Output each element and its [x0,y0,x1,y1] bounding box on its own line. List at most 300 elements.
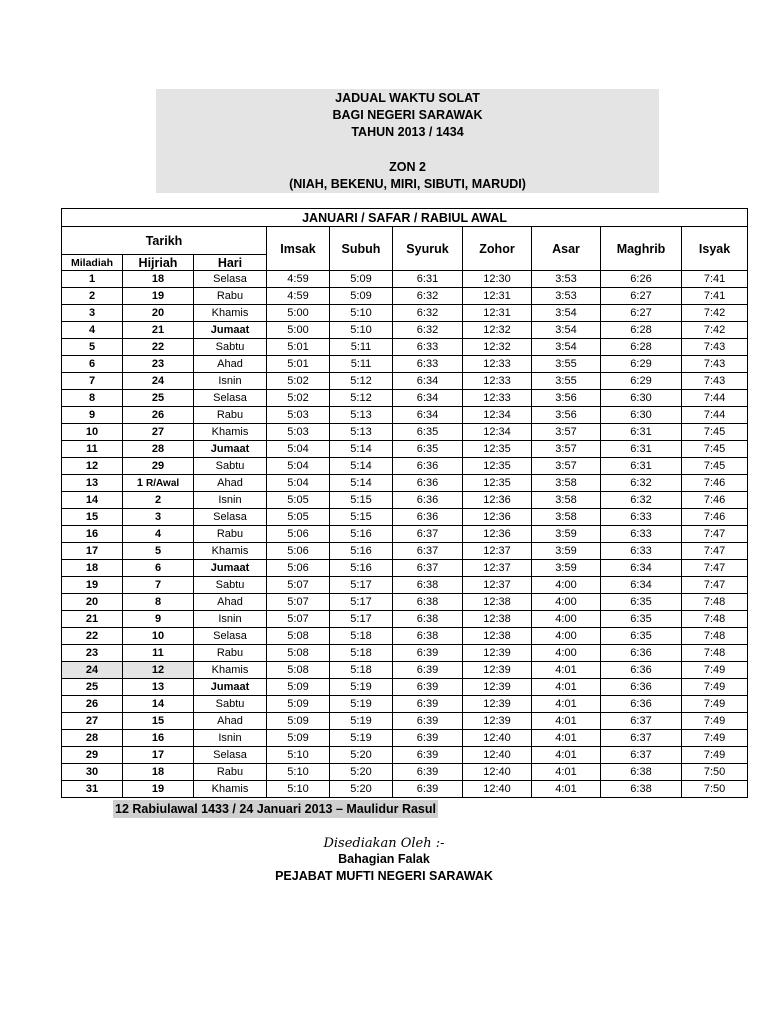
maghrib-cell: 6:31 [601,441,682,458]
syuruk-cell: 6:34 [393,390,463,407]
schedule-body [62,271,748,798]
miladiah-header: Miladiah [62,255,123,271]
maghrib-cell: 6:35 [601,594,682,611]
hijriah-month-label: R/Awal [146,478,180,489]
table-row [62,441,748,458]
imsak-cell: 5:00 [267,322,330,339]
table-row [62,288,748,305]
hari-cell: Khamis [194,305,267,322]
hijriah-day: 19 [151,783,165,795]
hijriah-day: 14 [151,698,165,710]
zohor-cell: 12:35 [463,475,532,492]
hari-cell: Ahad [194,475,267,492]
isyak-cell: 7:46 [682,475,748,492]
zohor-cell: 12:34 [463,407,532,424]
imsak-cell: 5:00 [267,305,330,322]
hijriah-header: Hijriah [123,255,194,271]
imsak-cell: 5:03 [267,424,330,441]
syuruk-cell: 6:37 [393,543,463,560]
hari-cell: Isnin [194,611,267,628]
miladiah-cell: 19 [62,577,123,594]
table-row [62,475,748,492]
subuh-cell: 5:15 [330,509,393,526]
maghrib-cell: 6:28 [601,339,682,356]
hijriah-day: 8 [154,596,162,608]
hari-cell: Rabu [194,407,267,424]
subuh-cell: 5:20 [330,781,393,798]
asar-header: Asar [532,227,601,271]
hijriah-cell [123,713,194,730]
table-row [62,611,748,628]
miladiah-cell: 1 [62,271,123,288]
asar-cell: 3:57 [532,424,601,441]
zohor-cell: 12:35 [463,441,532,458]
hijriah-day: 11 [152,647,164,659]
asar-cell: 4:00 [532,645,601,662]
maghrib-cell: 6:29 [601,373,682,390]
syuruk-cell: 6:39 [393,645,463,662]
asar-cell: 3:56 [532,407,601,424]
zohor-cell: 12:30 [463,271,532,288]
miladiah-cell: 2 [62,288,123,305]
table-row [62,458,748,475]
maghrib-cell: 6:32 [601,492,682,509]
hijriah-cell [123,764,194,781]
zohor-cell: 12:40 [463,730,532,747]
hari-cell: Rabu [194,288,267,305]
syuruk-cell: 6:32 [393,322,463,339]
isyak-cell: 7:43 [682,373,748,390]
miladiah-cell: 3 [62,305,123,322]
maghrib-cell: 6:31 [601,424,682,441]
hijriah-cell [123,492,194,509]
syuruk-cell: 6:31 [393,271,463,288]
miladiah-cell: 12 [62,458,123,475]
table-row [62,713,748,730]
hijriah-cell [123,339,194,356]
miladiah-cell: 14 [62,492,123,509]
hijriah-cell [123,373,194,390]
table-row [62,373,748,390]
imsak-cell: 5:07 [267,594,330,611]
syuruk-cell: 6:36 [393,509,463,526]
hijriah-cell [123,679,194,696]
maghrib-cell: 6:37 [601,747,682,764]
hijriah-cell [123,288,194,305]
maghrib-cell: 6:27 [601,288,682,305]
hijriah-cell [123,509,194,526]
asar-cell: 3:54 [532,339,601,356]
subuh-cell: 5:14 [330,441,393,458]
syuruk-cell: 6:39 [393,747,463,764]
imsak-cell: 5:09 [267,679,330,696]
table-row [62,747,748,764]
imsak-cell: 5:01 [267,356,330,373]
imsak-cell: 5:09 [267,696,330,713]
miladiah-cell: 28 [62,730,123,747]
header-state: BAGI NEGERI SARAWAK [332,108,483,123]
imsak-cell: 5:09 [267,730,330,747]
imsak-cell: 5:08 [267,645,330,662]
asar-cell: 3:58 [532,492,601,509]
imsak-cell: 5:05 [267,492,330,509]
subuh-cell: 5:09 [330,271,393,288]
subuh-cell: 5:18 [330,628,393,645]
hijriah-day: 9 [154,613,162,625]
syuruk-cell: 6:38 [393,628,463,645]
asar-cell: 3:55 [532,356,601,373]
isyak-cell: 7:50 [682,781,748,798]
hari-cell: Sabtu [194,577,267,594]
imsak-cell: 5:10 [267,781,330,798]
subuh-cell: 5:16 [330,543,393,560]
hari-cell: Khamis [194,424,267,441]
imsak-cell: 5:04 [267,458,330,475]
isyak-cell: 7:42 [682,322,748,339]
isyak-cell: 7:44 [682,390,748,407]
miladiah-cell: 18 [62,560,123,577]
maghrib-cell: 6:30 [601,390,682,407]
hijriah-cell [123,441,194,458]
asar-cell: 3:59 [532,526,601,543]
hijriah-day: 7 [154,579,162,591]
hari-cell: Rabu [194,764,267,781]
maghrib-cell: 6:31 [601,458,682,475]
syuruk-cell: 6:32 [393,305,463,322]
zohor-cell: 12:36 [463,526,532,543]
isyak-cell: 7:47 [682,560,748,577]
tarikh-header: Tarikh [62,227,267,255]
isyak-cell: 7:44 [682,407,748,424]
zohor-cell: 12:37 [463,577,532,594]
zohor-cell: 12:37 [463,543,532,560]
maghrib-cell: 6:32 [601,475,682,492]
hijriah-cell [123,475,194,492]
table-row [62,322,748,339]
isyak-cell: 7:45 [682,458,748,475]
miladiah-cell: 29 [62,747,123,764]
hijriah-cell [123,611,194,628]
zohor-cell: 12:32 [463,339,532,356]
zohor-cell: 12:38 [463,594,532,611]
hijriah-cell [123,628,194,645]
zohor-cell: 12:32 [463,322,532,339]
hijriah-cell [123,781,194,798]
isyak-header: Isyak [682,227,748,271]
maghrib-cell: 6:35 [601,628,682,645]
miladiah-cell: 10 [62,424,123,441]
imsak-cell: 5:05 [267,509,330,526]
isyak-cell: 7:47 [682,577,748,594]
hijriah-day: 29 [151,460,165,472]
imsak-cell: 4:59 [267,288,330,305]
header-year: TAHUN 2013 / 1434 [351,125,464,140]
miladiah-cell: 26 [62,696,123,713]
maghrib-cell: 6:36 [601,679,682,696]
table-row [62,390,748,407]
month-title: JANUARI / SAFAR / RABIUL AWAL [62,209,748,227]
table-row [62,424,748,441]
asar-cell: 4:00 [532,611,601,628]
subuh-cell: 5:17 [330,611,393,628]
isyak-cell: 7:49 [682,679,748,696]
hari-cell: Selasa [194,509,267,526]
asar-cell: 4:00 [532,594,601,611]
maghrib-cell: 6:30 [601,407,682,424]
isyak-cell: 7:45 [682,441,748,458]
miladiah-cell: 7 [62,373,123,390]
syuruk-cell: 6:37 [393,526,463,543]
asar-cell: 4:01 [532,747,601,764]
syuruk-cell: 6:39 [393,730,463,747]
isyak-cell: 7:46 [682,492,748,509]
zohor-cell: 12:36 [463,492,532,509]
syuruk-cell: 6:33 [393,356,463,373]
header-zone: ZON 2 [389,159,426,174]
subuh-cell: 5:18 [330,662,393,679]
holiday-note: 12 Rabiulawal 1433 / 24 Januari 2013 – Maulidur Rasul [115,802,436,816]
hijriah-cell [123,560,194,577]
imsak-cell: 5:02 [267,373,330,390]
imsak-cell: 5:04 [267,475,330,492]
table-row [62,543,748,560]
table-row [62,730,748,747]
imsak-cell: 5:10 [267,747,330,764]
syuruk-cell: 6:39 [393,713,463,730]
asar-cell: 3:59 [532,560,601,577]
asar-cell: 3:56 [532,390,601,407]
document-header [156,89,659,193]
hari-cell: Selasa [194,628,267,645]
miladiah-cell: 15 [62,509,123,526]
hari-cell: Khamis [194,662,267,679]
isyak-cell: 7:47 [682,526,748,543]
zohor-cell: 12:31 [463,305,532,322]
imsak-cell: 5:04 [267,441,330,458]
asar-cell: 4:01 [532,679,601,696]
hijriah-cell [123,356,194,373]
table-row [62,781,748,798]
asar-cell: 4:01 [532,713,601,730]
asar-cell: 4:00 [532,628,601,645]
hijriah-day: 15 [151,715,165,727]
subuh-cell: 5:14 [330,475,393,492]
hijriah-day: 23 [151,358,165,370]
miladiah-cell: 24 [62,662,123,679]
subuh-cell: 5:15 [330,492,393,509]
isyak-cell: 7:47 [682,543,748,560]
hijriah-cell [123,594,194,611]
hijriah-day: 25 [151,392,165,404]
subuh-cell: 5:19 [330,679,393,696]
isyak-cell: 7:49 [682,730,748,747]
hijriah-cell [123,730,194,747]
asar-cell: 3:58 [532,509,601,526]
hari-cell: Sabtu [194,696,267,713]
hari-cell: Khamis [194,543,267,560]
hijriah-cell [123,645,194,662]
subuh-cell: 5:17 [330,577,393,594]
isyak-cell: 7:43 [682,356,748,373]
miladiah-cell: 4 [62,322,123,339]
hari-cell: Isnin [194,373,267,390]
hijriah-day: 28 [151,443,165,455]
isyak-cell: 7:49 [682,713,748,730]
syuruk-cell: 6:35 [393,441,463,458]
syuruk-cell: 6:33 [393,339,463,356]
maghrib-cell: 6:38 [601,764,682,781]
hijriah-day: 2 [154,494,162,506]
syuruk-cell: 6:36 [393,475,463,492]
subuh-cell: 5:19 [330,696,393,713]
miladiah-cell: 31 [62,781,123,798]
hari-header: Hari [194,255,267,271]
subuh-cell: 5:17 [330,594,393,611]
isyak-cell: 7:49 [682,747,748,764]
hari-cell: Isnin [194,492,267,509]
hijriah-day: 20 [151,307,165,319]
office-name: PEJABAT MUFTI NEGERI SARAWAK [275,869,493,883]
table-row [62,339,748,356]
syuruk-cell: 6:39 [393,679,463,696]
syuruk-cell: 6:36 [393,458,463,475]
table-row [62,509,748,526]
syuruk-cell: 6:38 [393,611,463,628]
hari-cell: Sabtu [194,339,267,356]
subuh-cell: 5:12 [330,373,393,390]
miladiah-cell: 16 [62,526,123,543]
table-row [62,764,748,781]
hijriah-day: 3 [154,511,162,523]
imsak-cell: 5:06 [267,543,330,560]
table-row [62,305,748,322]
table-row [62,645,748,662]
hijriah-cell [123,526,194,543]
hijriah-day: 1 [136,477,143,489]
subuh-cell: 5:11 [330,339,393,356]
hijriah-day: 18 [151,273,165,285]
hijriah-day: 16 [151,732,165,744]
hijriah-day: 18 [151,766,165,778]
hijriah-cell [123,390,194,407]
miladiah-cell: 9 [62,407,123,424]
header-spacer [156,142,659,159]
hijriah-cell [123,747,194,764]
hijriah-day: 13 [151,681,165,693]
zohor-cell: 12:40 [463,747,532,764]
hijriah-day: 24 [151,375,165,387]
isyak-cell: 7:48 [682,611,748,628]
isyak-cell: 7:41 [682,288,748,305]
maghrib-cell: 6:34 [601,560,682,577]
hijriah-cell [123,322,194,339]
prayer-times-table [61,208,748,798]
imsak-cell: 5:07 [267,577,330,594]
table-row [62,662,748,679]
zohor-cell: 12:40 [463,781,532,798]
hijriah-day: 6 [154,562,162,574]
maghrib-cell: 6:28 [601,322,682,339]
syuruk-cell: 6:36 [393,492,463,509]
asar-cell: 3:57 [532,441,601,458]
miladiah-cell: 30 [62,764,123,781]
subuh-cell: 5:20 [330,764,393,781]
hijriah-cell [123,696,194,713]
hari-cell: Ahad [194,356,267,373]
subuh-cell: 5:14 [330,458,393,475]
hijriah-day: 4 [154,528,162,540]
hari-cell: Ahad [194,713,267,730]
maghrib-cell: 6:37 [601,713,682,730]
table-row [62,560,748,577]
hari-cell: Jumaat [194,679,267,696]
miladiah-cell: 22 [62,628,123,645]
subuh-cell: 5:09 [330,288,393,305]
syuruk-cell: 6:35 [393,424,463,441]
isyak-cell: 7:49 [682,696,748,713]
subuh-cell: 5:10 [330,305,393,322]
miladiah-cell: 21 [62,611,123,628]
syuruk-header: Syuruk [393,227,463,271]
hijriah-day: 21 [151,324,165,336]
subuh-cell: 5:16 [330,560,393,577]
table-row [62,696,748,713]
asar-cell: 4:01 [532,696,601,713]
hijriah-day: 12 [151,664,165,676]
hari-cell: Isnin [194,730,267,747]
maghrib-cell: 6:37 [601,730,682,747]
isyak-cell: 7:49 [682,662,748,679]
hijriah-cell [123,271,194,288]
subuh-cell: 5:19 [330,730,393,747]
imsak-cell: 5:06 [267,526,330,543]
syuruk-cell: 6:38 [393,577,463,594]
hari-cell: Rabu [194,645,267,662]
asar-cell: 3:58 [532,475,601,492]
hijriah-day: 10 [151,630,165,642]
maghrib-cell: 6:33 [601,526,682,543]
maghrib-header: Maghrib [601,227,682,271]
isyak-cell: 7:48 [682,594,748,611]
isyak-cell: 7:41 [682,271,748,288]
subuh-cell: 5:12 [330,390,393,407]
syuruk-cell: 6:34 [393,373,463,390]
zohor-cell: 12:34 [463,424,532,441]
table-row [62,628,748,645]
syuruk-cell: 6:39 [393,764,463,781]
zohor-cell: 12:35 [463,458,532,475]
hari-cell: Selasa [194,390,267,407]
miladiah-cell: 25 [62,679,123,696]
syuruk-cell: 6:38 [393,594,463,611]
miladiah-cell: 13 [62,475,123,492]
syuruk-cell: 6:34 [393,407,463,424]
hijriah-cell [123,458,194,475]
imsak-cell: 5:09 [267,713,330,730]
subuh-cell: 5:16 [330,526,393,543]
imsak-cell: 5:10 [267,764,330,781]
hijriah-day: 5 [154,545,162,557]
imsak-cell: 5:03 [267,407,330,424]
imsak-cell: 5:07 [267,611,330,628]
asar-cell: 3:57 [532,458,601,475]
maghrib-cell: 6:27 [601,305,682,322]
hijriah-day: 19 [151,290,165,302]
miladiah-cell: 23 [62,645,123,662]
syuruk-cell: 6:32 [393,288,463,305]
zohor-cell: 12:39 [463,645,532,662]
miladiah-cell: 17 [62,543,123,560]
